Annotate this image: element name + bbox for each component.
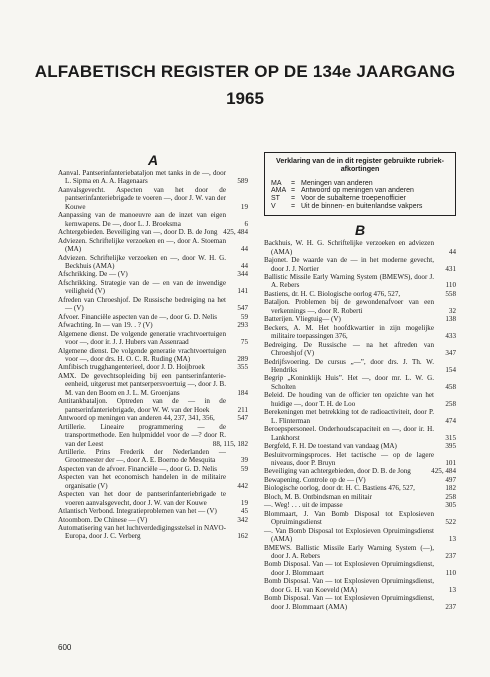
entry-page: 289 <box>237 354 248 363</box>
entry-page: 305 <box>445 501 456 510</box>
abbreviation-row <box>271 187 449 195</box>
entry-text: Bergfeld, F. H. De toestand van vandaag (MA) <box>264 442 397 451</box>
index-entry <box>58 516 248 524</box>
entry-page: 431 <box>445 264 456 273</box>
left-entry-list <box>58 169 248 541</box>
index-entry <box>58 524 248 541</box>
entry-page: 425, 484 <box>431 467 456 476</box>
entry-text: Beckers, A. M. Het hoofdkwartier in zijn mogelijke militaire toepassingen 376, <box>264 323 434 341</box>
index-entry <box>58 296 248 313</box>
abbreviation-equals: = <box>291 202 296 210</box>
right-entry-list <box>264 239 456 611</box>
entry-page: 293 <box>237 321 248 330</box>
entry-page: 344 <box>237 270 248 279</box>
index-entry <box>58 228 248 236</box>
entry-page: 547 <box>237 414 248 423</box>
index-entry <box>264 273 456 290</box>
entry-text: Atoombom. De Chinese — (V) <box>58 515 148 524</box>
entry-page: 19 <box>240 202 248 211</box>
entry-text: Bewapening. Controle op de — (V) <box>264 475 366 484</box>
entry-text: Aspecten van het economisch handelen in de militaire organisatie (V) <box>58 473 226 490</box>
abbreviation-equals: = <box>291 179 296 187</box>
index-entry <box>58 473 248 490</box>
entry-page: 59 <box>240 464 248 473</box>
abbreviation-meaning: Meningen van anderen <box>301 179 373 187</box>
entry-text: Beroepspersoneel. Onderhoudscapaciteit en —, door ir. H. Lankhorst <box>264 425 434 442</box>
entry-page: 497 <box>445 475 456 484</box>
index-entry <box>264 451 456 468</box>
abbreviation-row <box>271 180 449 188</box>
index-entry <box>58 313 248 321</box>
entry-page: 6 <box>244 219 248 228</box>
index-entry <box>58 254 248 271</box>
abbreviation-code: AMA <box>271 187 287 195</box>
index-entry <box>264 544 456 561</box>
index-entry <box>58 237 248 254</box>
entry-page: 59 <box>240 312 248 321</box>
index-entry <box>58 211 248 228</box>
entry-page: 45 <box>240 507 248 516</box>
abbreviation-list <box>271 180 449 210</box>
register-title: ALFABETISCH REGISTER OP DE 134e JAARGANG <box>34 62 456 81</box>
index-entry <box>264 484 456 492</box>
entry-text: Artillerie. Lineaire programmering — de transportmethode. Een hulpmiddel voor de —? door R. van der Leest <box>58 422 226 448</box>
entry-page: 44 <box>240 245 248 254</box>
entry-text: Batterijen. Vliegtuig— (V) <box>264 315 341 324</box>
page-number: 600 <box>58 643 72 652</box>
index-entry <box>58 490 248 507</box>
entry-page: 558 <box>445 289 456 298</box>
entry-text: Begrip „Koninklijk Huis”. Het —, door mr. L. W. G. Scholten <box>264 374 434 391</box>
entry-page: 433 <box>445 332 456 341</box>
entry-page: 182 <box>445 484 456 493</box>
entry-text: Bajonet. De waarde van de — in het moderne gevecht, door J. J. Nortier <box>264 256 434 273</box>
index-entry <box>264 256 456 273</box>
abbreviation-equals: = <box>291 195 296 202</box>
index-entry <box>264 408 456 425</box>
index-entry <box>58 372 248 397</box>
index-entry <box>264 425 456 442</box>
entry-text: Adviezen. Schriftelijke verzoeken en —, door A. Stoeman (MA) <box>58 236 226 254</box>
entry-text: BMEWS. Ballistic Missile Early Warning System (—), door J. A. Rebers <box>264 543 434 560</box>
entry-page: 442 <box>237 481 248 490</box>
entry-page: 237 <box>445 551 456 560</box>
entry-page: 458 <box>445 382 456 391</box>
entry-text: Amfibisch trugghangenterieel, door J. D. Hoijbroek <box>58 363 205 372</box>
entry-text: Berekeningen met betrekking tot de radioactiviteit, door P. L. Flinterman <box>264 408 434 425</box>
entry-page: 342 <box>237 515 248 524</box>
section-letter-b: B <box>354 222 366 239</box>
index-entry <box>264 374 456 391</box>
index-entry <box>264 358 456 375</box>
entry-page: 32 <box>448 306 456 315</box>
entry-text: Achtergebieden. Beveiliging van —, door D. B. de Jong <box>58 228 218 237</box>
index-entry <box>58 279 248 296</box>
entry-text: Beleid. De houding van de officier ten opzichte van het huidige —, door T. H. de Loo <box>264 391 434 408</box>
entry-page: 141 <box>237 287 248 296</box>
entry-text: Automatisering van het luchtverdedigingsstelsel in NAVO-Europa, door J. C. Verberg <box>58 524 226 541</box>
index-entry <box>58 169 248 186</box>
entry-text: Blommaart, J. Van Bomb Disposal tot Explosieven Opruimingsdienst <box>264 509 434 527</box>
entry-text: AMX. De gevechtsopleiding bij een pantserinfanterie-eenheid, uitgerust met pantserpersvoertuig —, door J. B. M. van den Boom en J. L. M. Groenjans <box>58 371 226 397</box>
entry-page: 315 <box>445 433 456 442</box>
entry-page: 75 <box>240 338 248 347</box>
entry-page: 138 <box>445 315 456 324</box>
section-letter-a: A <box>147 152 159 168</box>
entry-page: 88, 115, 182 <box>212 439 248 448</box>
index-entry <box>264 594 456 611</box>
index-entry <box>264 290 456 298</box>
entry-text: Bedrijfsvoering. De cursus „—”, door drs. J. Th. W. Hendriks <box>264 357 434 374</box>
entry-text: Afwachting. In — van 19. . ? (V) <box>58 321 153 330</box>
entry-text: Biologische oorlog, door dr. H. C. Bastiens 476, 527, <box>264 484 415 493</box>
entry-text: Afschrikking. De — (V) <box>58 270 128 279</box>
index-entry <box>264 341 456 358</box>
entry-text: Afschrikking. Strategie van de — en van de inwendige veiligheid (V) <box>58 278 226 296</box>
index-entry <box>264 315 456 323</box>
entry-text: Adviezen. Schriftelijke verzoeken en —, door W. H. G. Beckhuis (AMA) <box>58 253 226 270</box>
index-entry <box>58 507 248 515</box>
entry-text: Ballistic Missile Early Warning System (BMEWS), door J. A. Rebers <box>264 273 434 290</box>
index-entry <box>58 363 248 371</box>
entry-text: Aanvalsgevecht. Aspecten van het door de pantserinfanteriebrigade te voeren —, door J. W. van der Kouwe <box>58 185 226 211</box>
entry-text: Beveiliging van achtergebieden, door D. B. de Jong <box>264 467 411 476</box>
entry-page: 474 <box>445 416 456 425</box>
index-entry <box>264 527 456 544</box>
right-column <box>264 152 456 611</box>
entry-page: 547 <box>237 304 248 313</box>
index-entry <box>264 476 456 484</box>
index-entry <box>264 493 456 501</box>
entry-page: 425, 484 <box>223 228 248 237</box>
entry-page: 355 <box>237 363 248 372</box>
index-entry <box>264 560 456 577</box>
entry-text: Antitankbataljon. Optreden van de — in de pantserinfanteriebrigade, door W. W. van der Hoek <box>58 397 226 414</box>
entry-text: Algemene dienst. De volgende generatie vrachtvoertuigen voor —, door drs. H. O. C. R. Ruding (MA) <box>58 346 226 363</box>
abbreviation-meaning: Antwoord op meningen van anderen <box>301 187 414 195</box>
entry-page: 211 <box>237 405 248 414</box>
index-entry <box>58 397 248 414</box>
entry-text: —. Weg! . . . uit de impasse <box>264 501 343 510</box>
entry-page: 101 <box>445 458 456 467</box>
index-entry <box>264 298 456 315</box>
abbreviation-meaning: Voor de subalterne troepenofficier <box>301 195 406 202</box>
entry-page: 395 <box>445 442 456 451</box>
entry-page: 347 <box>445 349 456 358</box>
entry-text: Aspecten van het door de pantserinfanteriebrigade te voeren aanvalsgevecht, door J. W. van der Kouwe <box>58 490 226 507</box>
abbreviation-equals: = <box>291 187 296 195</box>
abbreviation-code: MA <box>271 179 282 187</box>
entry-text: Bataljon. Problemen bij de gewondenafvoer van een verkennings —, door R. Roberti <box>264 298 434 315</box>
entry-text: Bastiens, dr. H. C. Biologische oorlog 476, 527, <box>264 289 401 298</box>
register-year: 1965 <box>226 89 264 108</box>
abbreviation-code: ST <box>271 195 280 202</box>
abbreviation-box-title: Verklaring van de in dit register gebruikte rubriek-afkortingen <box>276 157 444 174</box>
left-column <box>58 152 248 541</box>
index-entry <box>58 270 248 278</box>
entry-page: 44 <box>448 247 456 256</box>
index-entry <box>264 467 456 475</box>
entry-text: Bomb Disposal. Van — tot Explosieven Opruimingsdienst, door J. Blommaart <box>264 560 434 577</box>
index-entry <box>58 414 248 422</box>
index-entry <box>58 186 248 211</box>
abbreviation-meaning: Uit de binnen- en buitenlandse vakpers <box>301 202 423 210</box>
entry-text: Besluitvormingsproces. Het tactische — op de lagere niveaus, door P. Bruyn <box>264 450 434 467</box>
entry-page: 589 <box>237 177 248 186</box>
index-entry <box>264 391 456 408</box>
entry-text: Antwoord op meningen van anderen 44, 237, 341, 356, <box>58 414 215 423</box>
index-entry <box>264 501 456 509</box>
abbreviation-code: V <box>271 202 276 210</box>
entry-page: 19 <box>240 498 248 507</box>
entry-text: Aanval. Pantserinfanteriebataljon met tanks in de —, door L. Sipma en A. A. Hagenaars <box>58 169 226 186</box>
entry-text: Algemene dienst. De volgende generatie vrachtvoertuigen voor —, door ir. J. J. Hubers van Assenraad <box>58 329 226 347</box>
index-entry <box>264 510 456 527</box>
entry-page: 44 <box>240 261 248 270</box>
entry-text: Bedreiging. De Russische — na het aftreden van Chroeshjof (V) <box>264 340 434 358</box>
index-entry <box>58 330 248 347</box>
entry-page: 110 <box>445 281 456 290</box>
index-entry <box>58 321 248 329</box>
entry-page: 237 <box>445 602 456 611</box>
entry-text: —. Van Bomb Disposal tot Explosieven Opruimingsdienst (AMA) <box>264 526 434 544</box>
entry-text: Afvoer. Financiële aspecten van de —, door G. D. Nelis <box>58 312 217 321</box>
entry-page: 39 <box>240 456 248 465</box>
entry-page: 110 <box>445 568 456 577</box>
entry-text: Artillerie. Prins Frederik der Nederlanden — Grootmeester der —, door A. E. Boerno de Mesquita <box>58 447 226 465</box>
index-entry <box>58 347 248 364</box>
abbreviation-row <box>271 203 449 211</box>
entry-text: Bomb Disposal. Van — tot Explosieven Opruimingsdienst, door G. H. van Koeveld (MA) <box>264 577 434 594</box>
entry-page: 184 <box>237 388 248 397</box>
entry-text: Backhuis, W. H. G. Schriftelijke verzoeken en adviezen (AMA) <box>264 239 434 256</box>
index-entry <box>264 239 456 256</box>
entry-text: Bomb Disposal. Van — tot Explosieven Opruimingsdienst, door J. Blommaart (AMA) <box>264 594 434 611</box>
entry-text: Bloch, M. B. Ontbindsman en militair <box>264 492 372 501</box>
entry-page: 13 <box>448 585 456 594</box>
abbreviation-box <box>264 152 456 216</box>
entry-page: 13 <box>448 535 456 544</box>
entry-text: Aanpassing van de manoeuvre aan de inzet van eigen kernwapens. De —, door L. J. Broeksma <box>58 211 226 228</box>
entry-text: Aspecten van de afvoer. Financiële —, door G. D. Nelis <box>58 464 217 473</box>
index-entry <box>264 324 456 341</box>
entry-text: Afreden van Chroeshjof. De Russische bedreiging na het — (V) <box>58 295 226 313</box>
index-entry <box>264 442 456 450</box>
index-entry <box>58 465 248 473</box>
entry-page: 154 <box>445 365 456 374</box>
index-entry <box>58 423 248 448</box>
entry-text: Atlantisch Verbond. Integratieproblemen van het — (V) <box>58 507 217 516</box>
index-entry <box>58 448 248 465</box>
entry-page: 522 <box>445 518 456 527</box>
entry-page: 258 <box>445 492 456 501</box>
abbreviation-row <box>271 195 449 203</box>
entry-page: 162 <box>237 532 248 541</box>
index-entry <box>264 577 456 594</box>
entry-page: 258 <box>445 399 456 408</box>
